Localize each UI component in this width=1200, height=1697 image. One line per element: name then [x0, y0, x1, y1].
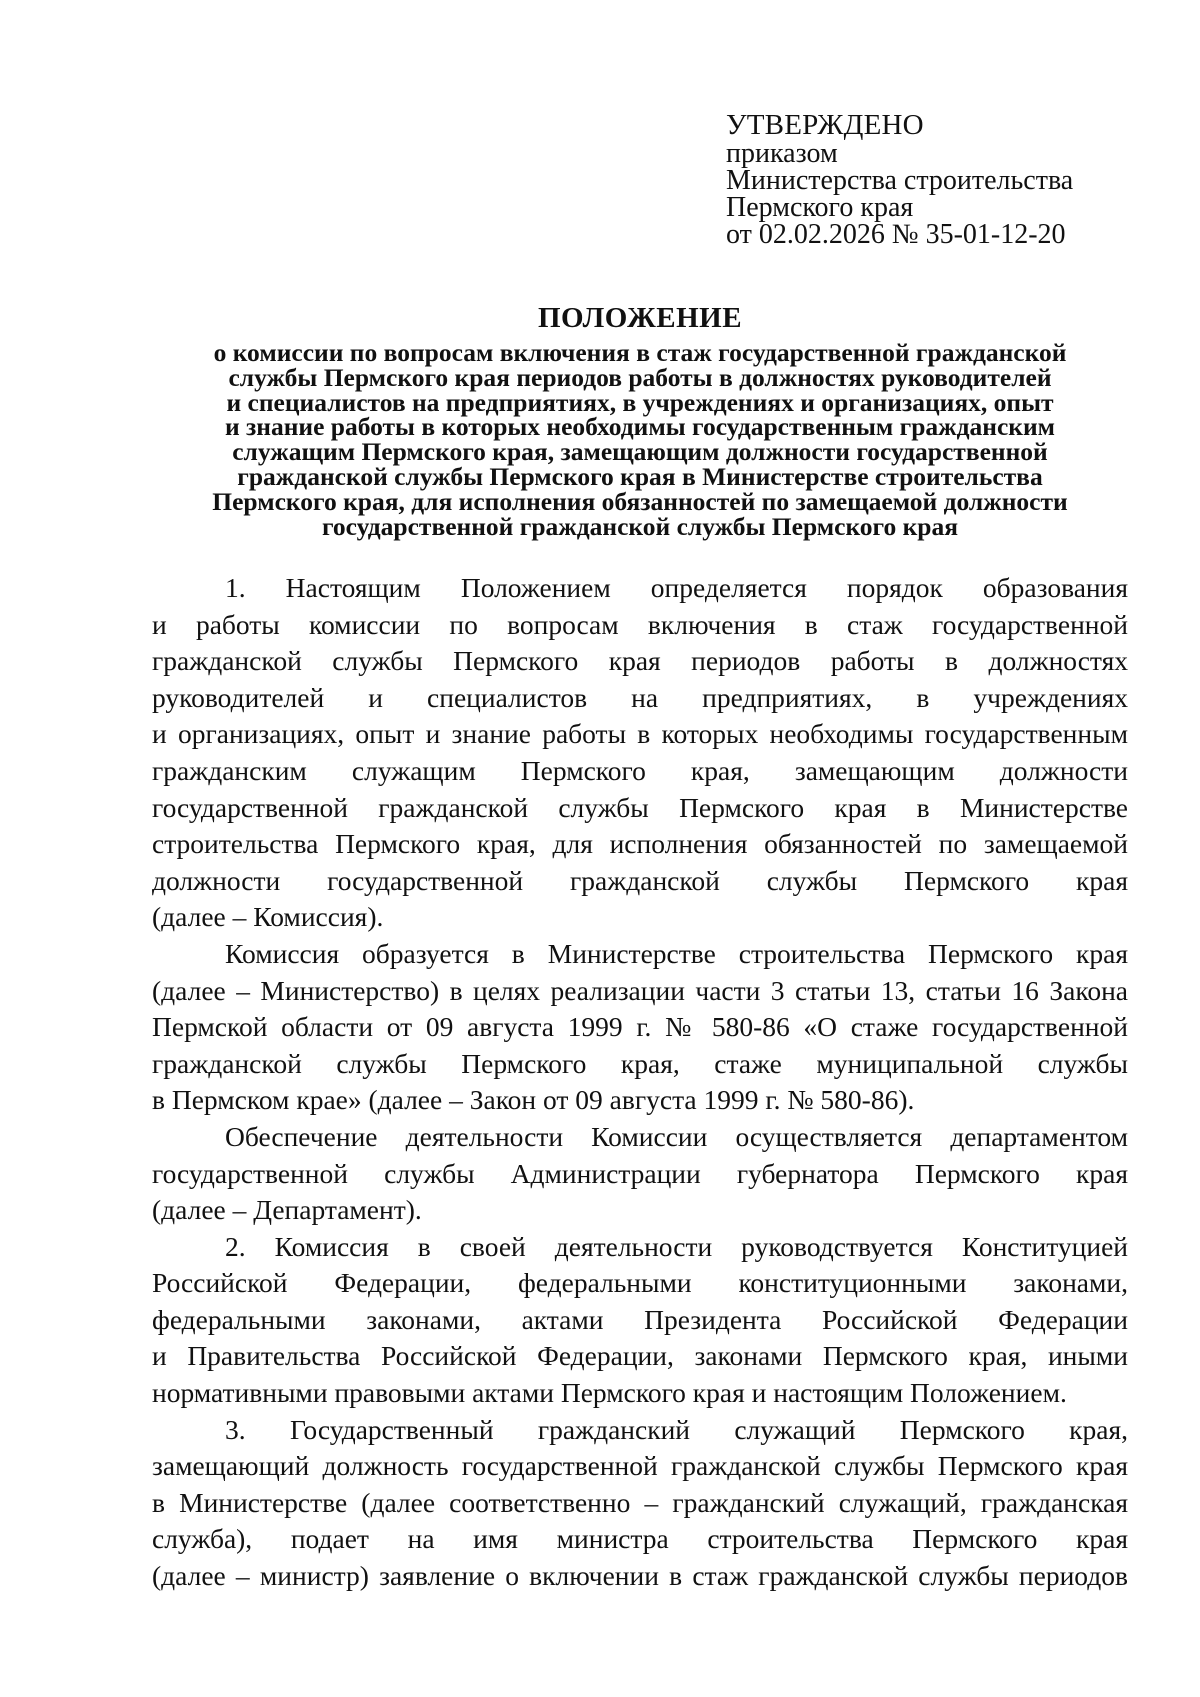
body-line: (далее – министр) заявление о включении в стаж гражданской службы периодов [152, 1560, 1128, 1592]
body-line: замещающий должность государственной гражданской службы Пермского края [152, 1450, 1128, 1482]
body-line: строительства Пермского края, для исполнения обязанностей по замещаемой [152, 828, 1128, 860]
body-line: в Пермском крае» (далее – Закон от 09 августа 1999 г. № 580-86). [152, 1084, 915, 1116]
approval-line: приказом [726, 138, 838, 169]
body-line: Пермской области от 09 августа 1999 г. № 580-86 «О стаже государственной [152, 1011, 1128, 1043]
body-line: гражданской службы Пермского края, стаже муниципальной службы [152, 1047, 1128, 1079]
body-line: и работы комиссии по вопросам включения в стаж государственной [152, 608, 1128, 640]
document-subtitle [155, 338, 1125, 541]
subtitle-line: гражданской службы Пермского края в Министерстве строительства [237, 461, 1043, 491]
body-line: государственной службы Администрации губернатора Пермского края [152, 1157, 1128, 1189]
subtitle-line: и знание работы в которых необходимы государственным гражданским [224, 412, 1056, 442]
subtitle-line: служащим Пермского края, замещающим должности государственной [232, 437, 1048, 467]
document-body [152, 570, 1128, 1595]
body-line: 3. Государственный гражданский служащий Пермского края, [225, 1413, 1128, 1445]
body-line: 2. Комиссия в своей деятельности руководствуется Конституцией [225, 1230, 1128, 1262]
body-line: Российской Федерации, федеральными конституционными законами, [152, 1267, 1128, 1299]
body-line: и организациях, опыт и знание работы в которых необходимы государственным [152, 718, 1128, 750]
approval-line: от 02.02.2026 № 35-01-12-20 [726, 219, 1066, 250]
body-line: федеральными законами, актами Президента Российской Федерации [152, 1303, 1128, 1335]
body-line: руководителей и специалистов на предприятиях, в учреждениях [152, 681, 1128, 713]
body-line: в Министерстве (далее соответственно – гражданский служащий, гражданская [152, 1486, 1128, 1518]
subtitle-line: государственной гражданской службы Пермского края [321, 511, 959, 541]
body-line: служба), подает на имя министра строительства Пермского края [152, 1523, 1128, 1555]
approval-stamp [726, 110, 1146, 248]
approval-title: УТВЕРЖДЕНО [726, 109, 924, 141]
body-line: (далее – Департамент). [152, 1194, 422, 1226]
body-line: должности государственной гражданской службы Пермского края [152, 864, 1128, 896]
body-line: Комиссия образуется в Министерстве строительства Пермского края [225, 937, 1128, 969]
body-line: государственной гражданской службы Пермского края в Министерстве [152, 791, 1128, 823]
approval-line: Пермского края [726, 192, 914, 223]
subtitle-line: службы Пермского края периодов работы в должностях руководителей [228, 362, 1052, 392]
body-line: нормативными правовыми актами Пермского края и настоящим Положением. [152, 1377, 1067, 1409]
body-line: Обеспечение деятельности Комиссии осуществляется департаментом [225, 1120, 1128, 1152]
approval-line: Министерства строительства [726, 165, 1074, 196]
body-line: (далее – Министерство) в целях реализации части 3 статьи 13, статьи 16 Закона [152, 974, 1128, 1006]
body-line: гражданским служащим Пермского края, замещающим должности [152, 754, 1128, 786]
subtitle-line: и специалистов на предприятиях, в учреждениях и организациях, опыт [226, 387, 1054, 417]
subtitle-line: Пермского края, для исполнения обязанностей по замещаемой должности [212, 486, 1068, 516]
subtitle-line: о комиссии по вопросам включения в стаж государственной гражданской [213, 338, 1067, 367]
body-line: и Правительства Российской Федерации, законами Пермского края, иными [152, 1340, 1128, 1372]
body-line: 1. Настоящим Положением определяется порядок образования [225, 572, 1128, 603]
document-title: ПОЛОЖЕНИЕ [537, 302, 743, 334]
body-line: гражданской службы Пермского края периодов работы в должностях [152, 645, 1128, 677]
body-line: (далее – Комиссия). [152, 901, 384, 933]
